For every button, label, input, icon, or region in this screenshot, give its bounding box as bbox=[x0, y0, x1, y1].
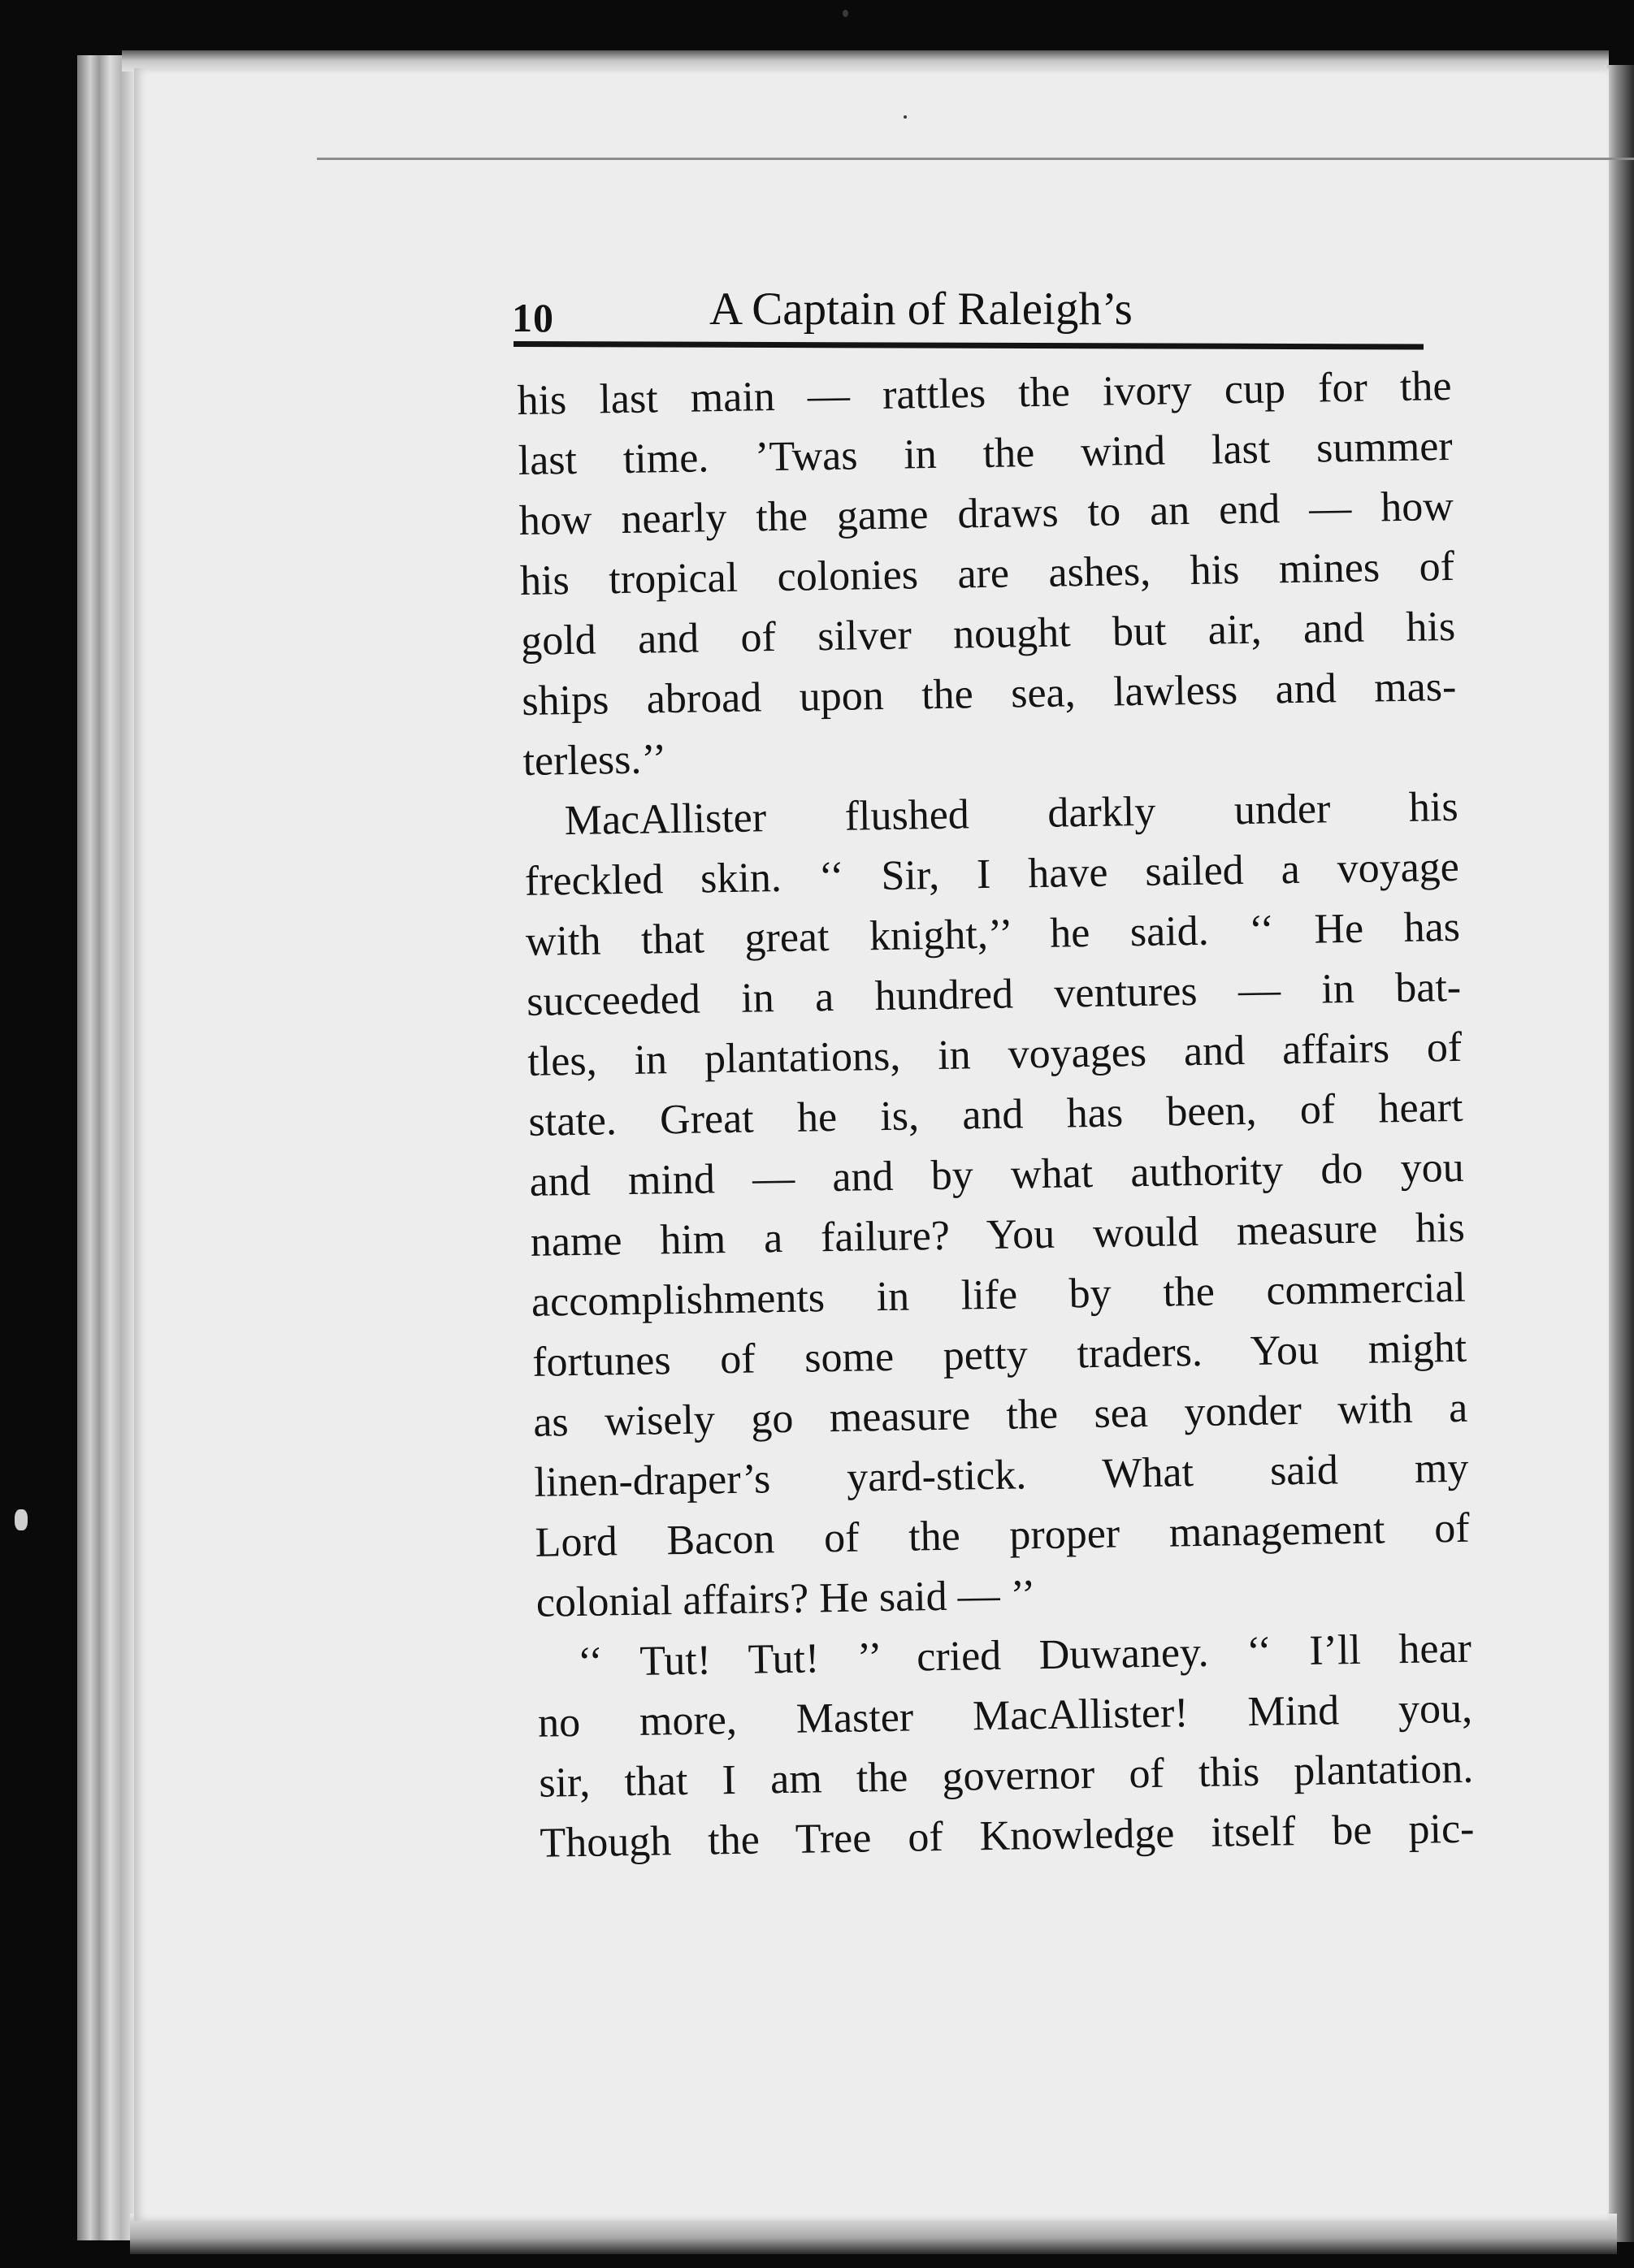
text-line: his tropical colonies are ashes, his mines of bbox=[519, 543, 1455, 604]
text-line: ships abroad upon the sea, lawless and mas- bbox=[521, 663, 1457, 725]
page-right-edge bbox=[1605, 65, 1634, 2242]
book-title: A Captain of Raleigh’s bbox=[709, 284, 1133, 335]
text-line: name him a failure? You would measure his bbox=[530, 1204, 1466, 1266]
body-text bbox=[517, 356, 1476, 1914]
text-line: with that great knight,’’ he said. ‘‘ He has bbox=[525, 903, 1461, 965]
text-line: Though the Tree of Knowledge itself be pic- bbox=[540, 1805, 1475, 1867]
page-number: 10 bbox=[512, 295, 554, 340]
text-line: linen-draper’s yard-stick. What said my bbox=[534, 1444, 1469, 1506]
text-line: state. Great he is, and has been, of heart bbox=[528, 1084, 1463, 1145]
running-head bbox=[512, 283, 1422, 348]
text-line: last time. ’Twas in the wind last summer bbox=[518, 422, 1454, 484]
text-line: how nearly the game draws to an end — how bbox=[518, 483, 1454, 544]
text-line: ‘‘ Tut! Tut! ’’ cried Duwaney. ‘‘ I’ll hear bbox=[577, 1625, 1472, 1686]
text-line: his last main — rattles the ivory cup for the bbox=[517, 362, 1452, 424]
page-top-line bbox=[317, 158, 1634, 160]
dust-speck bbox=[904, 115, 907, 119]
text-line: MacAllister flushed darkly under his bbox=[564, 783, 1459, 845]
margin-speck bbox=[15, 1509, 28, 1530]
text-line: fortunes of some petty traders. You might bbox=[531, 1324, 1467, 1386]
text-line: terless.’’ bbox=[522, 736, 667, 785]
text-line: no more, Master MacAllister! Mind you, bbox=[537, 1685, 1473, 1746]
text-line: succeeded in a hundred ventures — in bat- bbox=[526, 963, 1462, 1025]
text-line: gold and of silver nought but air, and his bbox=[520, 603, 1456, 664]
text-line: and mind — and by what authority do you bbox=[529, 1144, 1465, 1205]
text-line: freckled skin. ‘‘ Sir, I have sailed a voyage bbox=[524, 843, 1460, 905]
text-line: sir, that I am the governor of this plantation. bbox=[538, 1745, 1474, 1807]
dust-speck bbox=[843, 10, 848, 17]
text-line: as wisely go measure the sea yonder with a bbox=[532, 1384, 1468, 1446]
text-line: colonial affairs? He said — ’’ bbox=[535, 1572, 1036, 1626]
text-line: accomplishments in life by the commercial bbox=[531, 1264, 1467, 1326]
text-line: Lord Bacon of the proper management of bbox=[535, 1504, 1470, 1566]
text-line: tles, in plantations, in voyages and affairs of bbox=[527, 1024, 1463, 1085]
